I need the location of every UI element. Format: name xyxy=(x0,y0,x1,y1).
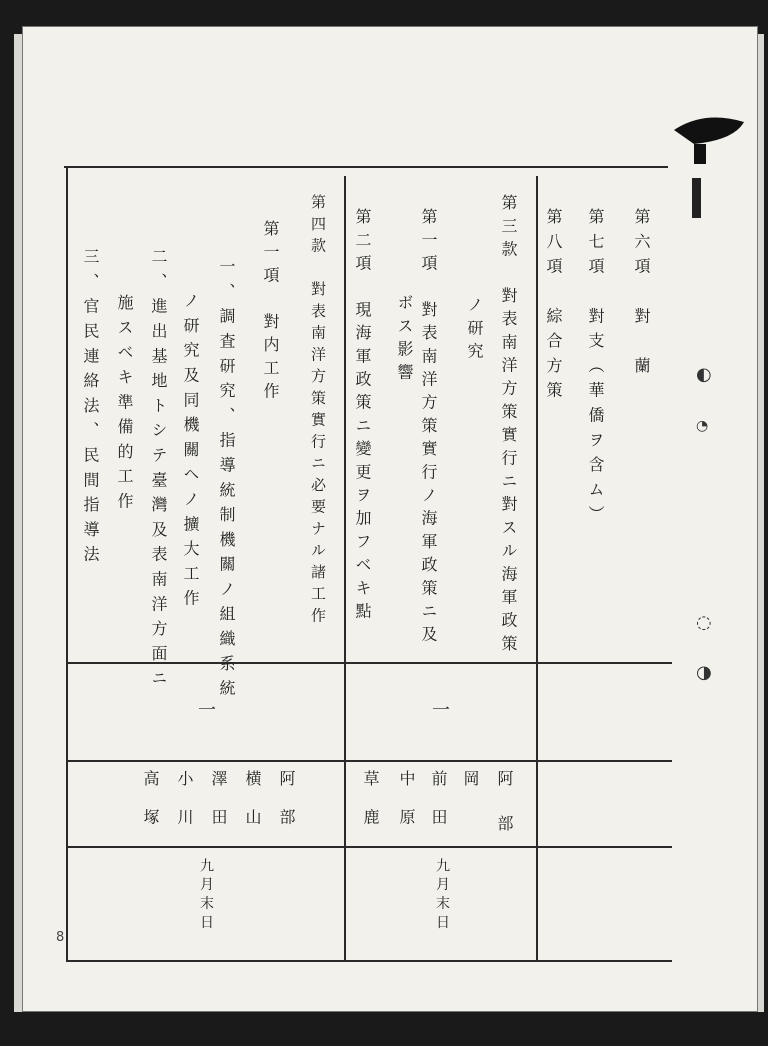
name-right-5: 草鹿 xyxy=(361,770,380,847)
section-4-item-1: 第一項 對内工作 xyxy=(261,220,280,406)
rule-row-2 xyxy=(66,760,672,762)
section-4-title: 第四款 對表南洋方策實行ニ必要ナル諸工作 xyxy=(309,194,327,629)
binding-mark-4: ◑ xyxy=(696,662,712,683)
item-7: 第七項 對支（華僑ヲ含ム） xyxy=(586,208,605,531)
sub-item-2: 二、進出基地トシテ臺灣及表南洋方面ニ xyxy=(149,248,168,695)
name-left-4: 小川 xyxy=(175,770,194,847)
name-left-3: 澤田 xyxy=(209,770,228,847)
item-8: 第八項 綜合方策 xyxy=(544,208,563,407)
section-3-item-2: 第二項 現海軍政策ニ變更ヲ加フベキ點 xyxy=(353,208,372,626)
rule-mid xyxy=(344,176,346,962)
name-right-2: 岡 xyxy=(461,770,480,786)
name-left-5: 高塚 xyxy=(141,770,160,847)
name-right-1: 阿部 xyxy=(495,770,514,860)
page-number: 8 xyxy=(56,930,65,945)
section-3-title: 第三款 對表南洋方策實行ニ對スル海軍政策 xyxy=(499,194,518,658)
sub-item-1-cont: ノ研究及同機關ヘノ擴大工作 xyxy=(181,292,200,615)
rule-right xyxy=(536,176,538,962)
section-3-item-1: 第一項 對表南洋方策實行ノ海軍政策ニ及 xyxy=(419,208,438,649)
binding-mark-3: ◌ xyxy=(696,612,712,633)
binding-mark-1: ◐ xyxy=(696,364,712,385)
name-left-1: 阿部 xyxy=(277,770,296,847)
handwritten-stamp-mark xyxy=(664,100,754,234)
count-left: 一 xyxy=(198,700,216,721)
name-left-2: 横山 xyxy=(243,770,262,847)
section-3-title-cont: ノ研究 xyxy=(465,296,484,366)
item-6: 第六項 對 蘭 xyxy=(632,208,651,382)
rule-bottom xyxy=(66,960,672,962)
name-right-4: 中原 xyxy=(397,770,416,847)
name-right-3: 前田 xyxy=(429,770,448,847)
sub-item-1: 一、調査研究、指導統制機關ノ組織系統 xyxy=(217,258,236,705)
rule-left xyxy=(66,166,68,962)
due-date-left: 九月末日 xyxy=(198,858,214,934)
section-3-item-1-cont: ボス影響 xyxy=(395,294,414,387)
count-right: 一 xyxy=(432,700,450,721)
sub-item-2-cont: 施スベキ準備的工作 xyxy=(115,294,134,518)
document-page xyxy=(22,26,758,1012)
binding-mark-2: ◔ xyxy=(696,418,709,434)
due-date-right: 九月末日 xyxy=(434,858,450,934)
sub-item-3: 三、官民連絡法、民間指導法 xyxy=(81,248,100,571)
rule-top xyxy=(64,166,668,168)
